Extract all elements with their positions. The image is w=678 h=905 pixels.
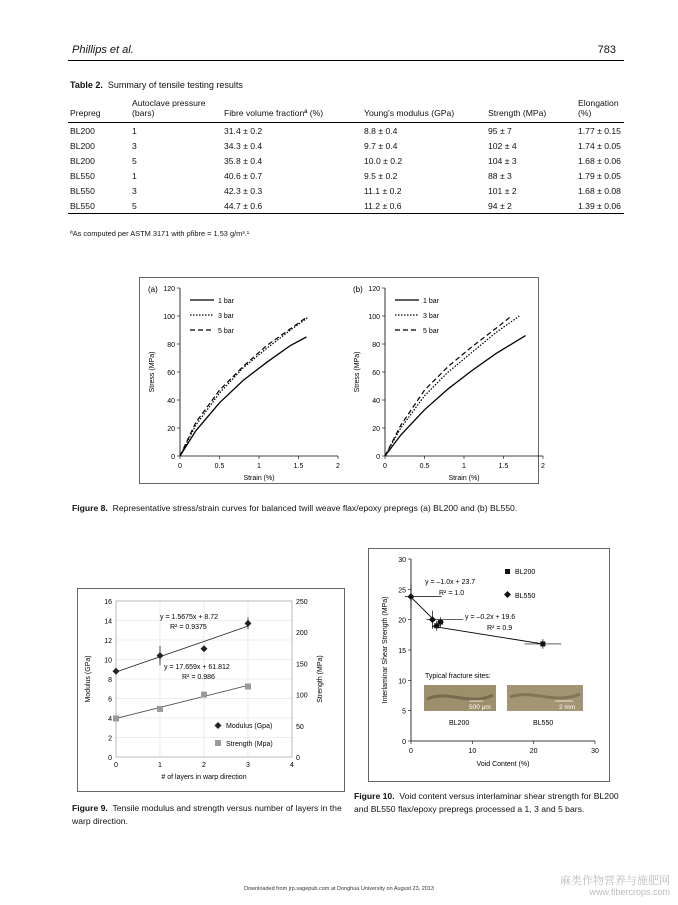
x-tick-label: 3: [246, 762, 250, 769]
bl200-point: [540, 641, 545, 646]
table-cell: 88 ± 3: [488, 170, 512, 181]
table-cell: BL200: [70, 125, 95, 136]
col-header: Fibre volume fractionª (%): [222, 96, 362, 123]
table-cell: 44.7 ± 0.6: [222, 198, 362, 214]
y-tick-label: 60: [372, 370, 380, 377]
legend-label: 5 bar: [218, 328, 234, 335]
inset-title: Typical fracture sites:: [425, 673, 491, 680]
legend-label: BL200: [515, 569, 536, 576]
strength-point: [157, 706, 163, 712]
legend-marker-strength: [215, 740, 221, 746]
y-axis-label: Stress (MPa): [149, 351, 156, 393]
page-number: 783: [597, 44, 616, 56]
running-head-author: Phillips et al.: [72, 44, 134, 56]
legend-label: BL550: [515, 593, 536, 600]
photo-label-bl200: BL200: [449, 720, 470, 727]
figure-9-chart: [78, 589, 344, 791]
x-tick-label: 10: [468, 748, 477, 755]
y-right-tick-label: 50: [296, 723, 304, 731]
x-tick-label: 0: [178, 463, 182, 470]
legend-label: Modulus (Gpa): [226, 723, 273, 730]
x-axis-label: # of layers in warp direction: [161, 774, 247, 781]
equation-bl200: y = –0.2x + 19.6: [465, 614, 516, 621]
y-tick-label: 10: [104, 657, 112, 665]
table-cell: 1.79 ± 0.05: [578, 170, 621, 181]
col-header: Elongation (%): [576, 96, 624, 123]
y-tick-label: 80: [167, 342, 175, 349]
equation-modulus: y = 1.5675x + 8.72: [160, 614, 218, 621]
y-right-tick-label: 150: [296, 661, 308, 669]
x-tick-label: 1: [462, 463, 466, 470]
table-cell: 94 ± 2: [486, 198, 576, 214]
y-right-tick-label: 200: [296, 630, 308, 638]
table-row: [68, 198, 624, 214]
photo-label-bl550: BL550: [533, 720, 554, 727]
y-tick-label: 40: [167, 398, 175, 405]
modulus-point: [245, 620, 252, 627]
panel-label: (a): [148, 285, 158, 294]
table-cell: 95 ± 7: [488, 125, 512, 136]
y-tick-label: 14: [104, 618, 112, 626]
r2-bl550: R² = 1.0: [439, 590, 465, 597]
legend-label: 1 bar: [423, 298, 439, 305]
watermark-cn: 麻类作物营养与施肥网: [560, 875, 670, 887]
trendline-bl550: [411, 597, 432, 618]
x-tick-label: 0: [409, 748, 413, 755]
y-tick-label: 10: [398, 678, 406, 686]
table-cell: BL550: [68, 198, 130, 214]
scale-label: 500 µm: [469, 704, 491, 711]
legend-marker-bl550: [504, 591, 511, 598]
table-cell: 9.5 ± 0.2: [364, 170, 398, 181]
r2-bl200: R² = 0.9: [487, 625, 513, 632]
y-right-tick-label: 250: [296, 599, 308, 606]
legend-label: Strength (Mpa): [226, 741, 273, 748]
r2-modulus: R² = 0.9375: [170, 624, 207, 631]
figure-10-caption: Figure 10. Void content versus interlaminar shear strength for BL200 and BL550 flax/epoxy prepregs processed a 1, 3 and 5 bars.: [354, 791, 619, 814]
x-tick-label: 2: [202, 762, 206, 769]
y-tick-label: 0: [376, 454, 380, 461]
modulus-point: [113, 668, 120, 675]
table-cell: 1: [132, 170, 137, 181]
table-cell: 102 ± 4: [488, 140, 517, 151]
y-tick-label: 0: [402, 739, 406, 746]
y-tick-label: 100: [368, 314, 380, 321]
figure-10-chart: [369, 549, 609, 781]
equation-bl550: y = –1.0x + 23.7: [425, 579, 476, 586]
table-cell: 10.0 ± 0.2: [364, 155, 403, 166]
table-cell: 11.2 ± 0.6: [362, 198, 486, 214]
y-tick-label: 120: [163, 286, 175, 293]
x-axis-label: Void Content (%): [476, 761, 530, 768]
x-axis-label: Strain (%): [243, 475, 275, 482]
table-row: [68, 123, 624, 139]
series-line-5-bar: [385, 317, 510, 456]
figure-8-caption: Figure 8. Representative stress/strain curves for balanced twill weave flax/epoxy prepregs (a) BL200 and (b) BL550.: [72, 503, 518, 513]
legend-label: 3 bar: [423, 313, 439, 320]
y-tick-label: 16: [104, 599, 112, 606]
table-cell: 104 ± 3: [488, 155, 517, 166]
y-axis-label: Modulus (GPa): [85, 655, 92, 703]
table-caption: Table 2. Summary of tensile testing results: [70, 80, 243, 90]
x-tick-label: 1: [257, 463, 261, 470]
table-cell: 40.6 ± 0.7: [224, 170, 263, 181]
x-tick-label: 2: [541, 463, 545, 470]
legend-marker-modulus: [215, 722, 222, 729]
strength-point: [113, 715, 119, 721]
bl200-point: [438, 620, 443, 625]
y-axis-label: Stress (MPa): [354, 351, 361, 393]
series-line-3-bar: [180, 317, 308, 456]
legend-label: 5 bar: [423, 328, 439, 335]
series-line-5-bar: [180, 317, 306, 456]
y-tick-label: 40: [372, 398, 380, 405]
table-cell: BL200: [70, 155, 95, 166]
table-cell: 1.68 ± 0.06: [578, 155, 621, 166]
r2-strength: R² = 0.986: [182, 674, 215, 681]
x-tick-label: 0.5: [214, 463, 225, 470]
equation-strength: y = 17.659x + 61.812: [164, 664, 230, 671]
modulus-point: [157, 652, 164, 659]
bl550-point: [429, 616, 436, 623]
y-tick-label: 8: [108, 677, 112, 684]
col-header: Prepreg: [68, 96, 130, 123]
table-cell: 3: [132, 185, 137, 196]
download-footer: Downloaded from jrp.sagepub.com at Donghua University on August 23, 2013: [244, 886, 434, 892]
table-footnote: ªAs computed per ASTM 3171 with ρfibre = 1.53 g/m³.¹: [70, 229, 250, 238]
modulus-point: [201, 645, 208, 652]
col-header: Young's modulus (GPa): [362, 96, 486, 123]
header-rule: [68, 60, 624, 61]
y-tick-label: 60: [167, 370, 175, 377]
x-tick-label: 0: [114, 762, 118, 769]
y-tick-label: 20: [167, 426, 175, 433]
table-cell: 11.1 ± 0.2: [364, 185, 402, 196]
y-tick-label: 25: [398, 587, 406, 595]
y-tick-label: 5: [402, 708, 406, 716]
table-header-row: [68, 96, 624, 123]
table-row: [68, 168, 624, 183]
col-header: Strength (MPa): [486, 96, 576, 123]
y-tick-label: 20: [372, 426, 380, 433]
scale-label: 2 mm: [559, 704, 576, 711]
legend-label: 1 bar: [218, 298, 234, 305]
strength-point: [245, 683, 251, 689]
table-cell: 5: [132, 155, 137, 166]
y-tick-label: 30: [398, 557, 406, 564]
series-line-1-bar: [180, 337, 306, 456]
x-tick-label: 0: [383, 463, 387, 470]
y-tick-label: 0: [171, 454, 175, 461]
y-tick-label: 100: [163, 314, 175, 321]
table-cell: 9.7 ± 0.4: [364, 140, 398, 151]
figure-9-frame: [77, 588, 345, 792]
table-cell: 1.77 ± 0.15: [578, 125, 621, 136]
legend-marker-bl200: [505, 569, 510, 574]
figure-8-chart: [140, 278, 545, 483]
table-cell: 101 ± 2: [488, 185, 517, 196]
y-tick-label: 80: [372, 342, 380, 349]
series-line-1-bar: [385, 336, 526, 456]
table-row: [68, 138, 624, 153]
x-tick-label: 0.5: [419, 463, 430, 470]
x-tick-label: 1: [158, 762, 162, 769]
table-row: [68, 153, 624, 168]
figure-9-caption: Figure 9. Tensile modulus and strength versus number of layers in the warp direction.: [72, 803, 342, 826]
y-right-tick-label: 100: [296, 692, 308, 700]
watermark-url: www.fibercrops.com: [589, 887, 670, 897]
table-cell: 31.4 ± 0.2: [224, 125, 263, 136]
table-cell: BL550: [70, 185, 95, 196]
y-tick-label: 15: [398, 648, 406, 655]
trendline-strength: [116, 685, 248, 718]
figure-10-frame: [368, 548, 610, 782]
table-cell: 8.8 ± 0.4: [364, 125, 398, 136]
y-tick-label: 2: [108, 735, 112, 743]
y-tick-label: 0: [108, 755, 112, 762]
tensile-table: [68, 96, 624, 214]
x-tick-label: 30: [591, 748, 599, 755]
y-tick-label: 20: [398, 617, 406, 625]
table-cell: 1.68 ± 0.08: [578, 185, 621, 196]
table-cell: 1: [132, 125, 137, 136]
x-tick-label: 2: [336, 463, 340, 470]
table-cell: BL550: [70, 170, 95, 181]
x-axis-label: Strain (%): [448, 475, 480, 482]
figure-8-frame: [139, 277, 545, 484]
table-cell: 34.3 ± 0.4: [224, 140, 263, 151]
col-header: Autoclave pressure (bars): [130, 96, 222, 123]
y-axis-label: Interlaminar Shear Strength (MPa): [382, 596, 389, 704]
y-tick-label: 12: [104, 638, 112, 645]
y-right-axis-label: Strength (MPa): [317, 655, 324, 703]
y-tick-label: 120: [368, 286, 380, 293]
y-tick-label: 4: [108, 716, 112, 723]
y-tick-label: 6: [108, 696, 112, 704]
table-cell: 35.8 ± 0.4: [224, 155, 263, 166]
table-cell: 3: [132, 140, 137, 151]
strength-point: [201, 692, 207, 698]
x-tick-label: 20: [529, 748, 538, 755]
x-tick-label: 1.5: [498, 463, 509, 470]
table-cell: 42.3 ± 0.3: [224, 185, 263, 196]
table-row: [68, 183, 624, 198]
x-tick-label: 4: [290, 762, 294, 769]
legend-label: 3 bar: [218, 313, 234, 320]
table-cell: BL200: [70, 140, 95, 151]
table-cell: 1.74 ± 0.05: [578, 140, 621, 151]
y-right-tick-label: 0: [296, 755, 300, 762]
table-cell: 5: [130, 198, 222, 214]
table-cell: 1.39 ± 0.06: [576, 198, 624, 214]
x-tick-label: 1.5: [293, 463, 304, 470]
panel-label: (b): [353, 285, 363, 294]
